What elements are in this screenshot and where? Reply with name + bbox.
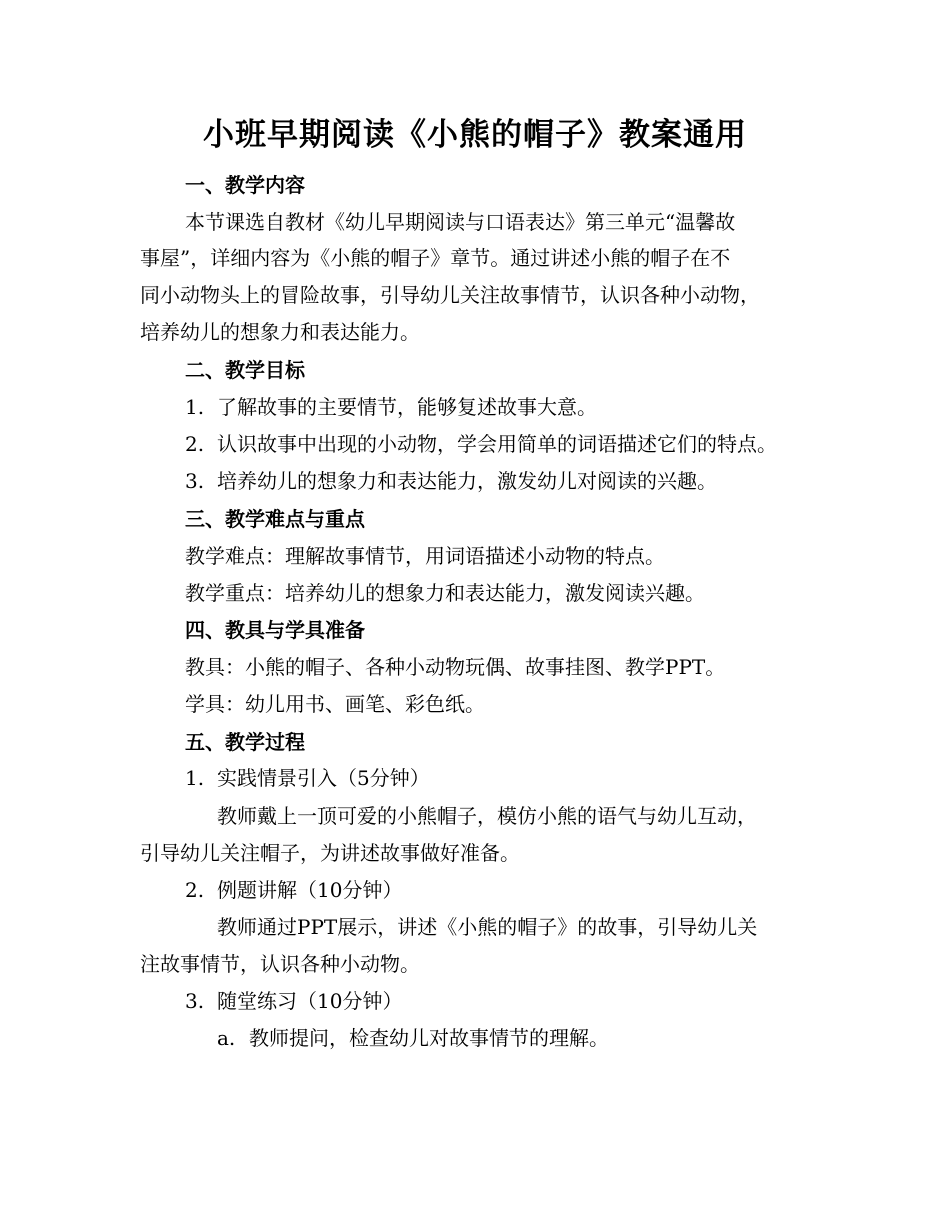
list-item [185,392,597,422]
list-item-text: 了解故事的主要情节，能够复述故事大意。 [217,395,597,419]
list-item [185,875,402,905]
list-item-number: 2. [185,878,205,902]
list-item-text: 认识故事中出现的小动物，学会用简单的词语描述它们的特点。 [217,432,777,456]
paragraph-line: 本节课选自教材《幼儿早期阅读与口语表达》第三单元“温馨故 [185,210,736,234]
list-item [185,466,717,496]
sub-list-item-letter: a. [217,1026,236,1050]
paragraph-line: 培养幼儿的想象力和表达能力。 [140,320,420,344]
section-heading-key-points: 三、教学难点与重点 [185,507,365,531]
paragraph-line: 教学重点：培养幼儿的想象力和表达能力，激发阅读兴趣。 [185,581,705,605]
sub-list-item-text: 教师提问，检查幼儿对故事情节的理解。 [249,1026,609,1050]
paragraph-line: 教学难点：理解故事情节，用词语描述小动物的特点。 [185,544,665,568]
page-title: 小班早期阅读《小熊的帽子》教案通用 [203,117,747,153]
paragraph-line: 同小动物头上的冒险故事，引导幼儿关注故事情节，认识各种小动物， [140,283,760,307]
list-item [185,429,777,459]
paragraph-line: 引导幼儿关注帽子，为讲述故事做好准备。 [140,841,520,865]
section-heading-content: 一、教学内容 [185,173,305,197]
list-item-text: 例题讲解（10分钟） [217,878,403,902]
paragraph-line: 注故事情节，认识各种小动物。 [140,952,420,976]
paragraph-line: 教师戴上一顶可爱的小熊帽子，模仿小熊的语气与幼儿互动， [217,804,757,828]
list-item-number: 2. [185,432,205,456]
list-item-number: 3. [185,989,205,1013]
list-item-number: 1. [185,395,205,419]
paragraph-line: 教具：小熊的帽子、各种小动物玩偶、故事挂图、教学PPT。 [185,655,726,679]
section-heading-process: 五、教学过程 [185,730,305,754]
section-heading-objectives: 二、教学目标 [185,358,305,382]
list-item-number: 1. [185,766,205,790]
list-item-text: 随堂练习（10分钟） [217,989,403,1013]
section-heading-materials: 四、教具与学具准备 [185,618,365,642]
list-item [185,763,430,793]
paragraph-line: 事屋”，详细内容为《小熊的帽子》章节。通过讲述小熊的帽子在不 [140,246,731,270]
list-item [185,986,402,1016]
list-item-number: 3. [185,469,205,493]
paragraph-line: 学具：幼儿用书、画笔、彩色纸。 [185,692,485,716]
paragraph-line: 教师通过PPT展示，讲述《小熊的帽子》的故事，引导幼儿关 [217,915,758,939]
sub-list-item [217,1023,609,1053]
list-item-text: 实践情景引入（5分钟） [217,766,430,790]
list-item-text: 培养幼儿的想象力和表达能力，激发幼儿对阅读的兴趣。 [217,469,717,493]
